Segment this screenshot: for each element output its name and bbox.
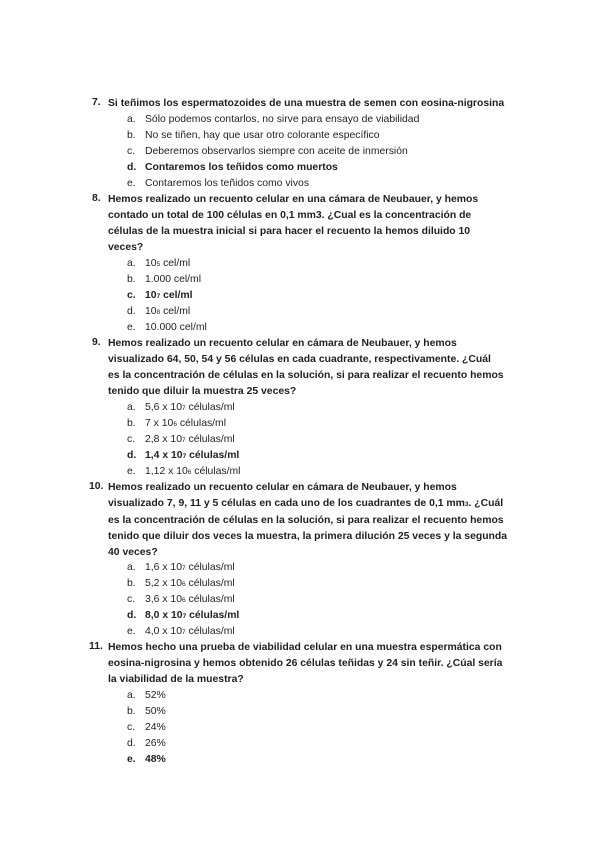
question-number: 11.	[89, 641, 103, 652]
option-c: c. 3,6 x 106 células/ml	[127, 594, 235, 605]
option-e-correct: e. 48%	[127, 754, 166, 765]
option-e: e. 1,12 x 106 células/ml	[127, 466, 241, 477]
question-text: Si teñimos los espermatozoides de una muestra de semen con eosina-nigrosina	[108, 98, 505, 109]
option-c: c. Deberemos observarlos siempre con aceite de inmersión	[127, 146, 408, 157]
option-b: b. 5,2 x 106 células/ml	[127, 578, 235, 589]
option-a: a. 5,6 x 107 células/ml	[127, 402, 235, 413]
option-a: a. Sólo podemos contarlos, no sirve para ensayo de viabilidad	[127, 114, 420, 125]
option-e: e. Contaremos los teñidos como vivos	[127, 178, 310, 189]
option-d-correct: d. Contaremos los teñidos como muertos	[127, 162, 338, 173]
option-d-correct: d. 8,0 x 107 células/ml	[127, 610, 240, 621]
option-d: d. 26%	[127, 738, 166, 749]
question-number: 7.	[92, 97, 101, 108]
option-c: c. 24%	[127, 722, 166, 733]
option-b: b. 50%	[127, 706, 166, 717]
option-b: b. No se tiñen, hay que usar otro colorante específico	[127, 130, 380, 141]
option-b: b. 1.000 cel/ml	[127, 274, 202, 285]
option-a: a. 52%	[127, 690, 166, 701]
option-a: a. 1,6 x 107 células/ml	[127, 562, 235, 573]
option-e: e. 10.000 cel/ml	[127, 322, 207, 333]
question-number: 8.	[92, 193, 101, 204]
option-c: c. 2,8 x 107 células/ml	[127, 434, 235, 445]
option-a: a. 105 cel/ml	[127, 258, 191, 269]
question-text: Hemos realizado un recuento celular en cámara de Neubauer, y hemos visualizado 64, 50, 54 y 56 células en cada cuadrante, respectivamente. ¿Cuál es la concentración de células en la solución, si para realizar el recuento hemos tenido que diluir la muestra 25 veces?	[108, 338, 504, 397]
question-number: 9.	[92, 337, 101, 348]
option-d: d. 108 cel/ml	[127, 306, 191, 317]
question-number: 10.	[89, 481, 104, 492]
question-text: Hemos hecho una prueba de viabilidad celular en una muestra espermática con eosina-nigrosina y hemos obtenido 26 células teñidas y 24 sin teñir. ¿Cúal sería la viabilidad de la muestra?	[108, 642, 503, 685]
question-text: Hemos realizado un recuento celular en cámara de Neubauer, y hemos visualizado 7, 9, 11 y 5 células en cada uno de los cuadrantes de 0,1 mm3. ¿Cuál es la concentración de células en la solución, si para realizar el recuento hemos tenido que diluir dos veces la muestra, la primera dilución 25 veces y la segunda 40 veces?	[108, 482, 508, 558]
option-c-correct: c. 107 cel/ml	[127, 290, 193, 301]
option-d-correct: d. 1,4 x 107 células/ml	[127, 450, 240, 461]
option-b: b. 7 x 106 células/ml	[127, 418, 227, 429]
option-e: e. 4,0 x 107 células/ml	[127, 626, 235, 637]
question-text: Hemos realizado un recuento celular en una cámara de Neubauer, y hemos contado un total de 100 células en 0,1 mm3. ¿Cual es la concentración de células de la muestra inicial si para hacer el recuento la hemos diluido 10 veces?	[108, 194, 479, 253]
